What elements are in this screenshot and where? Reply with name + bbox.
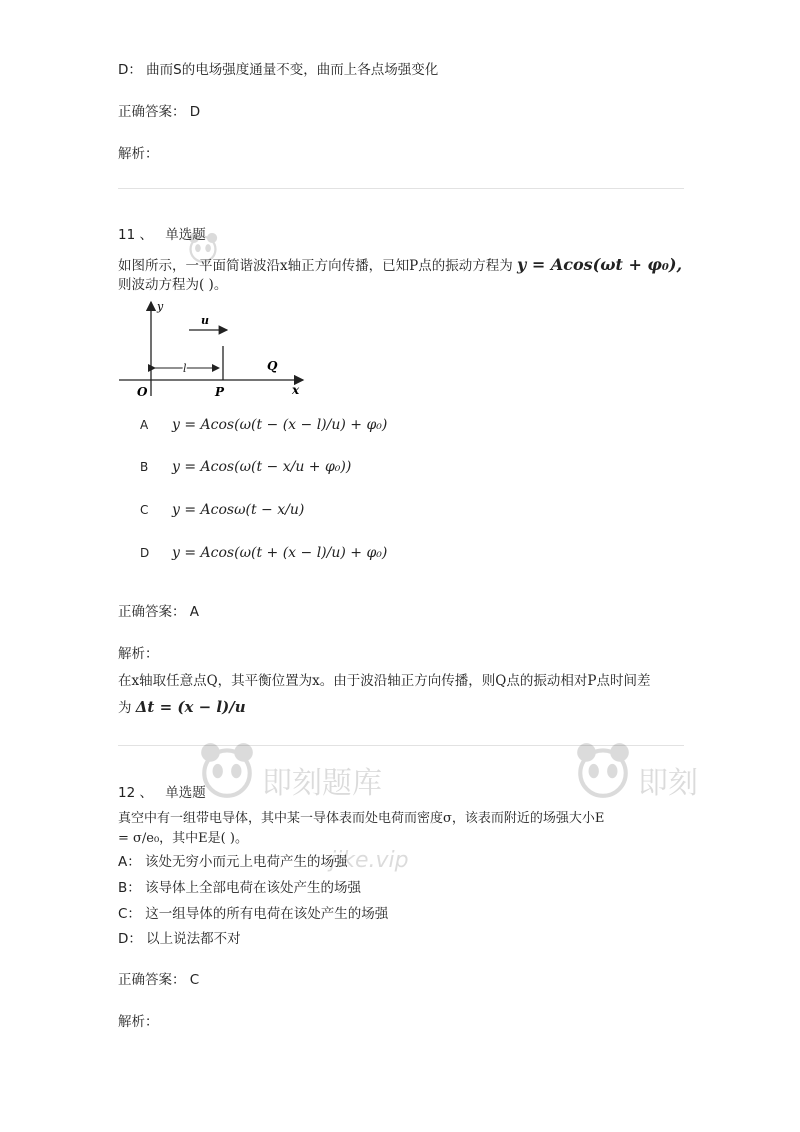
analysis-formula: Δt = (x − l)/u: [135, 698, 246, 716]
u-label: u: [201, 314, 209, 327]
stem-equation: y = Acos(ωt + φ₀),: [517, 255, 683, 274]
question-number: 11 、: [118, 227, 153, 243]
stem-text: 如图所示，一平面简谐波沿x轴正方向传播，已知P点的振动方程为: [118, 258, 513, 274]
prev-option-d: D： 曲而S的电场强度通量不变，曲而上各点场强变化: [118, 62, 439, 78]
q11-analysis-label: 解析：: [118, 646, 159, 662]
q11-option-c-formula: y = Acosω(t − x/u): [172, 502, 305, 518]
answer-label: 正确答案：: [118, 972, 186, 988]
q12-answer: [118, 974, 199, 988]
q12-stem-line1: 真空中有一组带电导体，其中某一导体表而处电荷而密度σ，该表而附近的场强大小E: [118, 811, 605, 826]
q11-header: [118, 229, 206, 243]
x-label: x: [292, 383, 300, 397]
o-label: O: [137, 385, 148, 399]
q11-option-b-formula: y = Acos(ω(t − x/u + φ₀)): [172, 459, 352, 475]
l-label: l: [183, 362, 187, 375]
q11-option-b-letter: B: [140, 460, 149, 474]
q12-option-c: C： 这一组导体的所有电荷在该处产生的场强: [118, 906, 389, 922]
q12-option-a: A： 该处无穷小而元上电荷产生的场强: [118, 854, 348, 870]
y-label: y: [157, 300, 164, 313]
watermark-brand-short: 即刻: [638, 766, 698, 801]
prev-answer: [118, 106, 200, 120]
q11-stem-line2: 则波动方程为( )。: [118, 277, 228, 293]
wave-diagram: [115, 296, 315, 404]
q11-answer: [118, 606, 199, 620]
q11-option-a-letter: A: [140, 418, 149, 432]
q11-option-a-formula: y = Acos(ω(t − (x − l)/u) + φ₀): [172, 417, 388, 433]
answer-value: D: [189, 104, 201, 120]
q11-option-d-formula: y = Acos(ω(t + (x − l)/u) + φ₀): [172, 545, 388, 561]
answer-label: 正确答案：: [118, 104, 186, 120]
question-number: 12 、: [118, 785, 153, 801]
answer-value: C: [189, 972, 200, 988]
q11-analysis-line2: [118, 700, 246, 716]
question-divider: [118, 188, 684, 189]
watermark-brand: 即刻题库: [262, 766, 382, 801]
question-type: 单选题: [165, 227, 206, 243]
q11-analysis-line1: 在x轴取任意点Q，其平衡位置为x。由于波沿轴正方向传播，则Q点的振动相对P点时间差: [118, 673, 651, 689]
p-label: P: [215, 385, 225, 399]
watermark-url: jike.vip: [330, 848, 409, 873]
q11-option-d-letter: D: [140, 546, 150, 560]
q11-stem-line1: [118, 257, 682, 274]
q12-header: [118, 787, 206, 801]
q-label: Q: [267, 359, 278, 373]
q12-option-d: D： 以上说法都不对: [118, 931, 241, 947]
q12-analysis-label: 解析：: [118, 1014, 159, 1030]
question-type: 单选题: [165, 785, 206, 801]
answer-value: A: [189, 604, 200, 620]
question-divider: [118, 745, 684, 746]
panda-watermark-icon: [572, 740, 634, 798]
answer-label: 正确答案：: [118, 604, 186, 620]
q12-stem-line2: = σ/e₀，其中E是( )。: [118, 831, 248, 846]
prev-analysis-label: 解析：: [118, 146, 159, 162]
q11-option-c-letter: C: [140, 503, 149, 517]
q12-option-b: B： 该导体上全部电荷在该处产生的场强: [118, 880, 362, 896]
analysis-prefix: 为: [118, 700, 132, 716]
